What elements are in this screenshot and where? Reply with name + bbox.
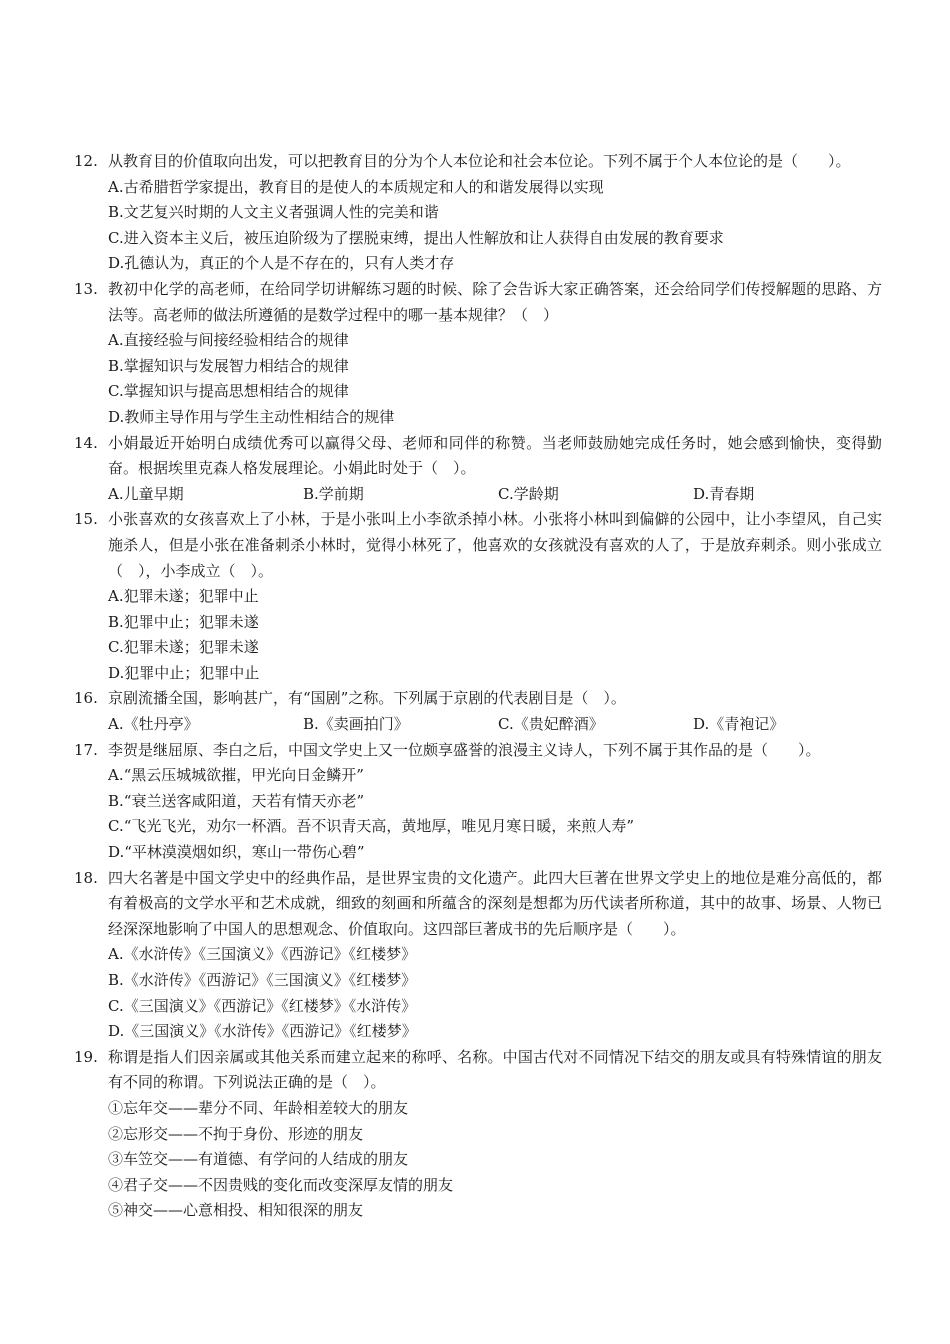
option-d: D.“平林漠漠烟如织，寒山一带伤心碧” xyxy=(108,843,365,862)
question-stem: 京剧流播全国，影响甚广，有“国剧”之称。下列属于京剧的代表剧目是（ ）。 xyxy=(108,689,626,708)
question-15 xyxy=(72,507,882,686)
statement-3: ③车笠交——有道德、有学问的人结成的朋友 xyxy=(108,1150,409,1169)
option-b: B.“衰兰送客咸阳道，天若有情天亦老” xyxy=(108,791,365,810)
option-list xyxy=(108,763,882,865)
option-b: B.犯罪中止；犯罪未遂 xyxy=(108,612,259,631)
question-stem: 四大名著是中国文学史中的经典作品，是世界宝贵的文化遗产。此四大巨著在世界文学史上的地位是难分高低的，都有着极高的文学水平和艺术成就，细致的刻画和所蕴含的深刻是想都为历代读者所称道，其中的故事、场景、人物已经深深地影响了中国人的思想观念、价值取向。这四部巨著成书的先后顺序是（ ）。 xyxy=(108,868,882,938)
option-d: D.孔德认为，真正的个人是不存在的，只有人类才存 xyxy=(108,254,455,273)
question-list xyxy=(72,149,882,1224)
question-stem: 小张喜欢的女孩喜欢上了小林，于是小张叫上小李欲杀掉小林。小张将小林叫到偏僻的公园中，让小李望风，自己实施杀人，但是小张在准备刺杀小林时，觉得小林死了，他喜欢的女孩就没有喜欢的人了，于是放弃刺杀。则小张成立（ ），小李成立（ ）。 xyxy=(108,510,882,580)
option-list xyxy=(108,584,882,686)
option-b: B.《卖画拍门》 xyxy=(303,715,409,734)
option-list xyxy=(108,712,882,738)
statement-5: ⑤神交——心意相投、相知很深的朋友 xyxy=(108,1201,364,1220)
option-b: B.《水浒传》《西游记》《三国演义》《红楼梦》 xyxy=(108,971,417,989)
question-stem: 称谓是指人们因亲属或其他关系而建立起来的称呼、名称。中国古代对不同情况下结交的朋友或具有特殊情谊的朋友有不同的称谓。下列说法正确的是（ ）。 xyxy=(108,1047,882,1092)
question-13 xyxy=(72,277,882,431)
question-number: 15. xyxy=(74,510,98,529)
question-14 xyxy=(72,431,882,508)
statement-4: ④君子交——不因贵贱的变化而改变深厚友情的朋友 xyxy=(108,1175,454,1194)
option-c: C.掌握知识与提高思想相结合的规律 xyxy=(108,382,349,401)
option-a: A.直接经验与间接经验相结合的规律 xyxy=(108,331,349,350)
question-12 xyxy=(72,149,882,277)
option-b: B.文艺复兴时期的人文主义者强调人性的完美和谐 xyxy=(108,203,439,222)
option-d: D.《青袍记》 xyxy=(693,715,785,734)
option-b: B.学前期 xyxy=(303,484,364,503)
question-stem: 从教育目的价值取向出发，可以把教育目的分为个人本位论和社会本位论。下列不属于个人本位论的是（ ）。 xyxy=(108,152,851,170)
option-a: A.儿童早期 xyxy=(108,484,184,503)
option-c: C.《贵妃醉酒》 xyxy=(498,715,604,734)
question-number: 18. xyxy=(74,868,98,887)
option-d: D.青春期 xyxy=(693,484,755,503)
question-number: 17. xyxy=(74,740,98,759)
question-stem: 李贺是继屈原、李白之后，中国文学史上又一位颇享盛誉的浪漫主义诗人，下列不属于其作品的是（ ）。 xyxy=(108,740,821,759)
option-a: A.“黑云压城城欲摧，甲光向日金鳞开” xyxy=(108,766,364,785)
option-b: B.掌握知识与发展智力相结合的规律 xyxy=(108,356,349,375)
question-19 xyxy=(72,1045,882,1224)
question-18 xyxy=(72,866,882,1045)
statement-list xyxy=(108,1096,882,1224)
option-list xyxy=(108,942,882,1044)
question-number: 16. xyxy=(74,689,98,708)
question-17 xyxy=(72,738,882,866)
option-a: A.古希腊哲学家提出，教育目的是使人的本质规定和人的和谐发展得以实现 xyxy=(108,177,604,196)
option-d: D.犯罪中止；犯罪中止 xyxy=(108,663,260,682)
option-list xyxy=(108,175,882,277)
option-c: C.《三国演义》《西游记》《红楼梦》《水浒传》 xyxy=(108,996,417,1015)
option-d: D.《三国演义》《水浒传》《西游记》《红楼梦》 xyxy=(108,1022,417,1041)
option-d: D.教师主导作用与学生主动性相结合的规律 xyxy=(108,407,395,426)
option-list xyxy=(108,482,882,508)
question-number: 12. xyxy=(74,152,98,170)
option-c: C.犯罪未遂；犯罪未遂 xyxy=(108,638,259,657)
option-a: A.《水浒传》《三国演义》《西游记》《红楼梦》 xyxy=(108,945,417,964)
option-a: A.《牡丹亭》 xyxy=(108,715,199,734)
statement-2: ②忘形交——不拘于身份、形迹的朋友 xyxy=(108,1124,364,1143)
question-16 xyxy=(72,686,882,737)
question-stem: 小娟最近开始明白成绩优秀可以赢得父母、老师和同伴的称赞。当老师鼓励她完成任务时，她会感到愉快，变得勤奋。根据埃里克森人格发展理论。小娟此时处于（ ）。 xyxy=(108,433,882,478)
option-c: C.学龄期 xyxy=(498,484,559,503)
question-number: 19. xyxy=(74,1047,98,1066)
question-number: 13. xyxy=(74,279,98,298)
option-c: C.“飞光飞光，劝尔一杯酒。吾不识青天高，黄地厚，唯见月寒日暖，来煎人寿” xyxy=(108,817,635,836)
question-stem: 教初中化学的高老师，在给同学切讲解练习题的时候、除了会告诉大家正确答案，还会给同学们传授解题的思路、方法等。高老师的做法所遵循的是数学过程中的哪一基本规律？（ ） xyxy=(108,279,882,324)
option-c: C.进入资本主义后，被压迫阶级为了摆脱束缚，提出人性解放和让人获得自由发展的教育要求 xyxy=(108,228,724,247)
option-list xyxy=(108,328,882,430)
statement-1: ①忘年交——辈分不同、年龄相差较大的朋友 xyxy=(108,1098,409,1117)
question-number: 14. xyxy=(74,433,98,452)
option-a: A.犯罪未遂；犯罪中止 xyxy=(108,587,259,606)
